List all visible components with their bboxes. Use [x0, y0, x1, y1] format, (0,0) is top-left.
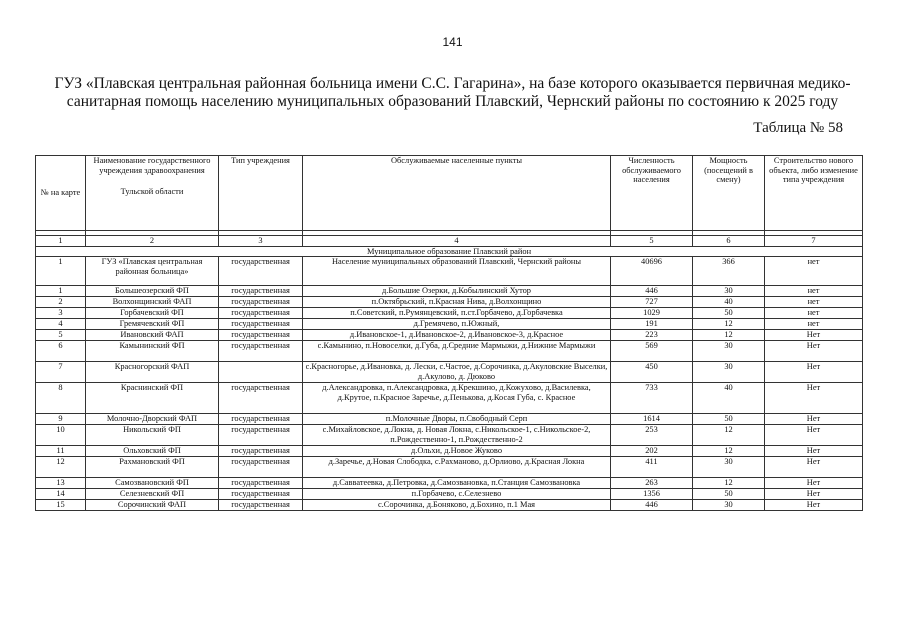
- cell-capacity: 30: [693, 286, 765, 297]
- cell-construction: нет: [765, 286, 863, 297]
- cell-type: государственная: [219, 341, 303, 362]
- cell-no: 11: [36, 446, 86, 457]
- cell-no: 2: [36, 297, 86, 308]
- cell-population: 727: [611, 297, 693, 308]
- cell-capacity: 40: [693, 383, 765, 414]
- cell-type: государственная: [219, 319, 303, 330]
- cell-no: 10: [36, 425, 86, 446]
- cell-construction: Нет: [765, 457, 863, 478]
- table-row: [36, 500, 863, 511]
- column-number: 5: [611, 236, 693, 247]
- cell-type: государственная: [219, 286, 303, 297]
- cell-no: 15: [36, 500, 86, 511]
- cell-name: Красногорский ФАП: [86, 362, 219, 383]
- cell-type: государственная: [219, 500, 303, 511]
- cell-no: 13: [36, 478, 86, 489]
- facilities-table: [35, 155, 863, 511]
- cell-type: государственная: [219, 414, 303, 425]
- header-number: № на карте: [36, 156, 86, 231]
- cell-name: Молочно-Дворский ФАП: [86, 414, 219, 425]
- table-row: [36, 425, 863, 446]
- cell-settlements: д.Ивановское-1, д.Ивановское-2, д.Ивановское-3, д.Красное: [303, 330, 611, 341]
- table-row: [36, 362, 863, 383]
- cell-no: 5: [36, 330, 86, 341]
- cell-type: государственная: [219, 330, 303, 341]
- section-row: [36, 246, 863, 257]
- cell-capacity: 50: [693, 489, 765, 500]
- document-title: ГУЗ «Плавская центральная районная больница имени С.С. Гагарина», на базе которого оказывается первичная медико-санитарная помощь населению муниципальных образований Плавский, Чернский районы по состоянию к 2025 году: [54, 75, 851, 110]
- cell-settlements: п.Октябрьский, п.Красная Нива, д.Волхонщино: [303, 297, 611, 308]
- cell-name: Горбачевский ФП: [86, 308, 219, 319]
- cell-construction: Нет: [765, 425, 863, 446]
- cell-capacity: 30: [693, 362, 765, 383]
- column-number: 1: [36, 236, 86, 247]
- cell-population: 253: [611, 425, 693, 446]
- section-title: Муниципальное образование Плавский район: [36, 246, 863, 257]
- cell-construction: Нет: [765, 489, 863, 500]
- cell-settlements: д.Александровка, п.Александровка, д.Крекшино, д.Кожухово, д.Василевка, д.Крутое, п.Красное Заречье, д.Пенькова, д.Косая Губа, с. Красное: [303, 383, 611, 414]
- cell-name: Сорочинский ФАП: [86, 500, 219, 511]
- cell-capacity: 12: [693, 319, 765, 330]
- cell-construction: нет: [765, 319, 863, 330]
- cell-settlements: д.Заречье, д.Новая Слободка, с.Рахманово, д.Орлиово, д.Красная Локна: [303, 457, 611, 478]
- cell-name: Гремячевский ФП: [86, 319, 219, 330]
- cell-settlements: д.Савватеевка, д.Петровка, д.Самозвановка, п.Станция Самозвановка: [303, 478, 611, 489]
- cell-type: государственная: [219, 446, 303, 457]
- cell-no: 12: [36, 457, 86, 478]
- header-name-region: Тульской области: [120, 187, 184, 197]
- table-row: [36, 414, 863, 425]
- cell-settlements: с.Михайловское, д.Локна, д. Новая Локна, с.Никольское-1, с.Никольское-2, п.Рождественно-1, п.Рождественно-2: [303, 425, 611, 446]
- cell-no: 4: [36, 319, 86, 330]
- header-type: Тип учреждения: [219, 156, 303, 231]
- cell-capacity: 50: [693, 308, 765, 319]
- cell-capacity: 366: [693, 257, 765, 286]
- cell-population: 40696: [611, 257, 693, 286]
- cell-population: 202: [611, 446, 693, 457]
- cell-no: 6: [36, 341, 86, 362]
- cell-population: 1356: [611, 489, 693, 500]
- table-row: [36, 308, 863, 319]
- cell-population: 733: [611, 383, 693, 414]
- cell-population: 450: [611, 362, 693, 383]
- cell-construction: Нет: [765, 414, 863, 425]
- cell-settlements: д.Гремячево, п.Южный,: [303, 319, 611, 330]
- cell-no: 1: [36, 286, 86, 297]
- table-row: [36, 383, 863, 414]
- header-settlements: Обслуживаемые населенные пункты: [303, 156, 611, 231]
- cell-settlements: с.Красногорье, д.Ивановка, д. Лески, с.Частое, д.Сорочинка, д.Акуловские Выселки, д.Акулово, д. Дюково: [303, 362, 611, 383]
- cell-population: 446: [611, 500, 693, 511]
- cell-name: ГУЗ «Плавская центральная районная больница»: [86, 257, 219, 286]
- column-number: 3: [219, 236, 303, 247]
- cell-name: Селезневский ФП: [86, 489, 219, 500]
- table-row: [36, 319, 863, 330]
- cell-capacity: 12: [693, 425, 765, 446]
- column-number: 7: [765, 236, 863, 247]
- page-number: 141: [442, 35, 463, 49]
- cell-capacity: 12: [693, 478, 765, 489]
- cell-construction: Нет: [765, 446, 863, 457]
- cell-name: Волхонщинский ФАП: [86, 297, 219, 308]
- cell-settlements: п.Молочные Дворы, п.Свободный Серп: [303, 414, 611, 425]
- cell-name: Ивановский ФАП: [86, 330, 219, 341]
- cell-settlements: п.Советский, п.Румянцевский, п.ст.Горбачево, д.Горбачевка: [303, 308, 611, 319]
- column-number: 6: [693, 236, 765, 247]
- cell-construction: нет: [765, 297, 863, 308]
- cell-population: 569: [611, 341, 693, 362]
- cell-construction: Нет: [765, 330, 863, 341]
- cell-population: 1029: [611, 308, 693, 319]
- table-row: [36, 297, 863, 308]
- cell-type: государственная: [219, 478, 303, 489]
- header-capacity: Мощность (посещений в смену): [693, 156, 765, 231]
- cell-no: 9: [36, 414, 86, 425]
- cell-type: государственная: [219, 297, 303, 308]
- cell-construction: Нет: [765, 383, 863, 414]
- cell-settlements: с.Сорочинка, д.Боняково, д.Бохино, п.1 Мая: [303, 500, 611, 511]
- cell-name: Камынинский ФП: [86, 341, 219, 362]
- cell-type: государственная: [219, 383, 303, 414]
- cell-type: государственная: [219, 257, 303, 286]
- cell-type: государственная: [219, 425, 303, 446]
- table-row: [36, 457, 863, 478]
- cell-capacity: 30: [693, 457, 765, 478]
- cell-capacity: 40: [693, 297, 765, 308]
- cell-capacity: 12: [693, 330, 765, 341]
- cell-type: государственная: [219, 489, 303, 500]
- cell-type: государственная: [219, 457, 303, 478]
- cell-no: 3: [36, 308, 86, 319]
- table-row: [36, 478, 863, 489]
- cell-construction: нет: [765, 308, 863, 319]
- cell-name: Большеозерский ФП: [86, 286, 219, 297]
- cell-name: Ольховский ФП: [86, 446, 219, 457]
- cell-construction: Нет: [765, 341, 863, 362]
- cell-population: 1614: [611, 414, 693, 425]
- cell-name: Никольский ФП: [86, 425, 219, 446]
- header-name: [86, 156, 219, 231]
- column-numbers-row: [36, 236, 863, 247]
- cell-population: 263: [611, 478, 693, 489]
- cell-no: 8: [36, 383, 86, 414]
- cell-construction: Нет: [765, 362, 863, 383]
- cell-capacity: 30: [693, 341, 765, 362]
- cell-name: Самозвановский ФП: [86, 478, 219, 489]
- table-row: [36, 257, 863, 286]
- table-row: [36, 489, 863, 500]
- cell-name: Краснинский ФП: [86, 383, 219, 414]
- cell-population: 446: [611, 286, 693, 297]
- table-row: [36, 286, 863, 297]
- scan-margin: [6, 140, 20, 620]
- cell-type: [219, 362, 303, 383]
- table-header-row: [36, 156, 863, 231]
- cell-settlements: Население муниципальных образований Плавский, Чернский районы: [303, 257, 611, 286]
- cell-capacity: 30: [693, 500, 765, 511]
- cell-name: Рахмановский ФП: [86, 457, 219, 478]
- cell-construction: нет: [765, 257, 863, 286]
- table-label: Таблица № 58: [753, 120, 843, 136]
- cell-capacity: 12: [693, 446, 765, 457]
- cell-population: 191: [611, 319, 693, 330]
- header-name-main: Наименование государственного учреждения здравоохранения: [93, 156, 211, 175]
- cell-settlements: д.Большие Озерки, д.Кобылинский Хутор: [303, 286, 611, 297]
- column-number: 2: [86, 236, 219, 247]
- cell-construction: Нет: [765, 500, 863, 511]
- cell-capacity: 50: [693, 414, 765, 425]
- cell-settlements: п.Горбачево, с.Селезнево: [303, 489, 611, 500]
- table-row: [36, 446, 863, 457]
- cell-no: 1: [36, 257, 86, 286]
- header-population: Численность обслуживаемого населения: [611, 156, 693, 231]
- cell-settlements: с.Камынино, п.Новоселки, д.Губа, д.Средние Мармыжи, д.Нижние Мармыжи: [303, 341, 611, 362]
- cell-type: государственная: [219, 308, 303, 319]
- cell-no: 14: [36, 489, 86, 500]
- header-construction: Строительство нового объекта, либо изменение типа учреждения: [765, 156, 863, 231]
- table-row: [36, 330, 863, 341]
- cell-population: 223: [611, 330, 693, 341]
- cell-construction: Нет: [765, 478, 863, 489]
- cell-settlements: д.Ольхи, д.Новое Жуково: [303, 446, 611, 457]
- column-number: 4: [303, 236, 611, 247]
- table-row: [36, 341, 863, 362]
- cell-population: 411: [611, 457, 693, 478]
- cell-no: 7: [36, 362, 86, 383]
